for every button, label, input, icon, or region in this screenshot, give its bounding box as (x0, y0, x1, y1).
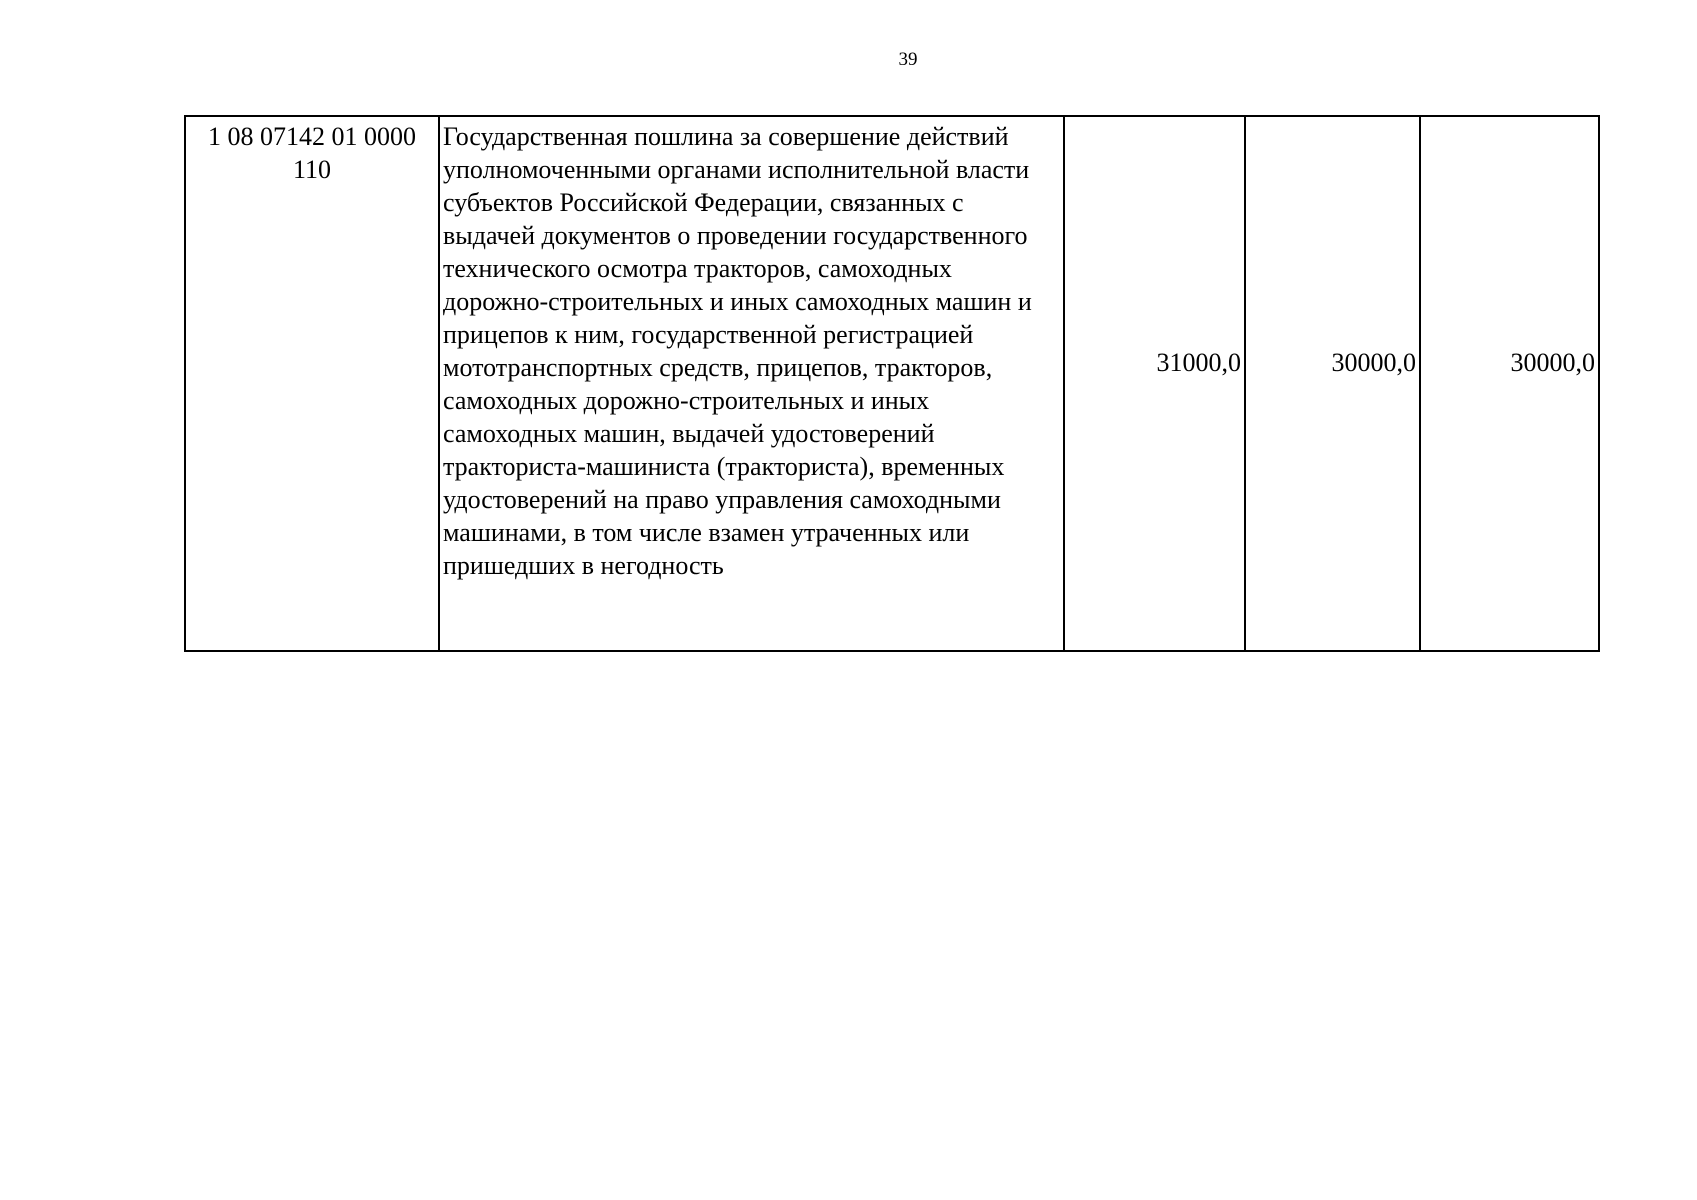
value-year-1-cell (1064, 116, 1245, 651)
value-year-3: 30000,0 (1510, 348, 1595, 377)
budget-revenue-table (184, 115, 1600, 652)
value-year-1: 31000,0 (1156, 348, 1241, 377)
value-year-3-cell (1420, 116, 1599, 651)
value-year-2: 30000,0 (1331, 348, 1416, 377)
table-row (185, 116, 1599, 651)
budget-classification-code: 1 08 07142 01 0000 110 (185, 116, 439, 651)
value-year-2-cell (1245, 116, 1420, 651)
page-number: 39 (898, 49, 918, 70)
revenue-item-name: Государственная пошлина за совершение действий уполномоченными органами исполнительной власти субъектов Российской Федерации, связанных с выдачей документов о проведении государственного технического осмотра тракторов, самоходных дорожно-строительных и иных самоходных машин и прицепов к ним, государственной регистрацией мототранспортных средств, прицепов, тракторов, самоходных дорожно-строительных и иных самоходных машин, выдачей удостоверений тракториста-машиниста (тракториста), временных удостоверений на право управления самоходными машинами, в том числе взамен утраченных или пришедших в негодность (439, 116, 1064, 651)
